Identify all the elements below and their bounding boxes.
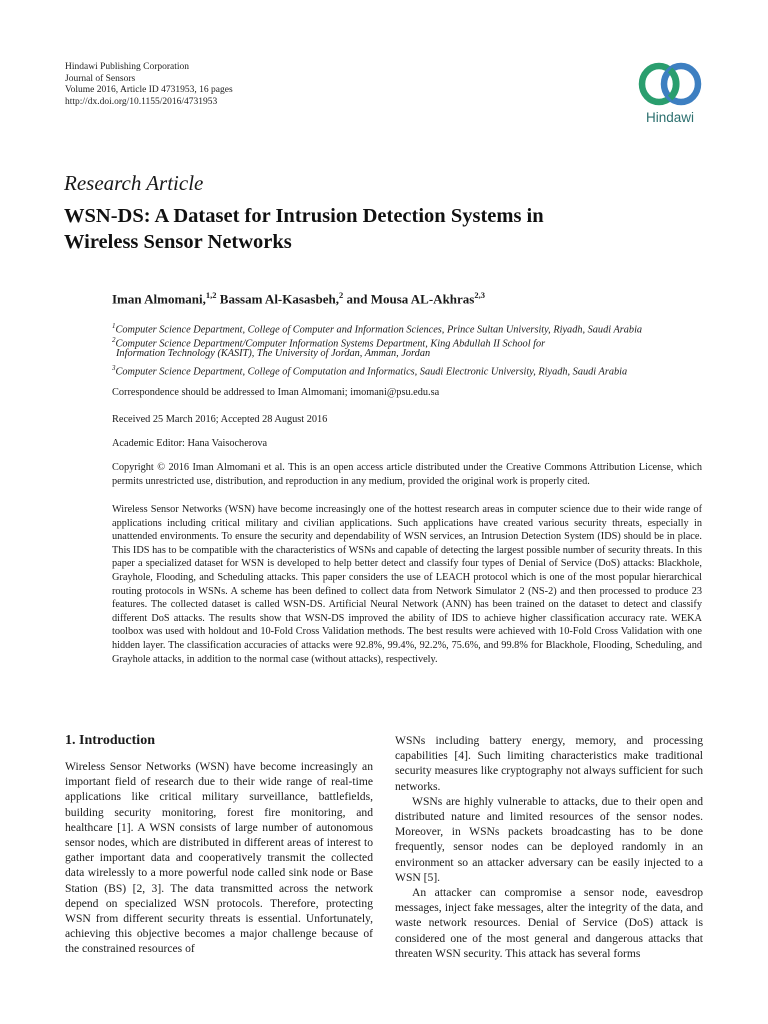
paragraph: Wireless Sensor Networks (WSN) have become increasingly an important field of research due to their wide range of real-time applications like critical military surveillance, battlefields, building security monitoring, forest fire monitoring, and healthcare [1]. A WSN consists of large number of autonomous sensor nodes, which are distributed in different areas of interest to gather important data and cooperatively transmit the collected data wirelessly to a more powerful node called sink node or Base Station (BS) [2, 3]. The data transmitted across the network depend on specialized WSN protocols. Therefore, protecting WSN from different security threats is essential. Unfortunately, achieving this objective becomes a major challenge because of the constrained resources of <box>65 760 373 956</box>
paragraph: An attacker can compromise a sensor node, eavesdrop messages, inject fake messages, alter the integrity of the data, and waste network resources. Denial of Service (DoS) attack is considered one of the most general and dangerous attacks that threaten WSN security. This attack has several forms <box>395 886 703 960</box>
copyright-notice: Copyright © 2016 Iman Almomani et al. This is an open access article distributed under the Creative Commons Attribution License, which permits unrestricted use, distribution, and reproduction in any medium, provided the original work is properly cited. <box>112 462 702 487</box>
author-3-affil: 2,3 <box>474 290 485 300</box>
journal-line: Journal of Sensors <box>65 73 136 84</box>
academic-editor: Academic Editor: Hana Vaisocherova <box>112 438 268 449</box>
publisher-line: Hindawi Publishing Corporation <box>65 62 190 72</box>
body-left-column <box>65 759 373 957</box>
author-1: Iman Almomani, <box>112 291 206 307</box>
doi-link[interactable]: http://dx.doi.org/10.1155/2016/4731953 <box>65 96 218 107</box>
affiliation-3 <box>112 361 627 379</box>
volume-line: Volume 2016, Article ID 4731953, 16 pages <box>65 85 233 96</box>
publication-info <box>65 62 233 108</box>
hindawi-logo-icon <box>632 60 708 110</box>
title-line-1: WSN-DS: A Dataset for Intrusion Detection Systems in <box>64 205 544 227</box>
author-3: and Mousa AL-Akhras <box>343 291 475 307</box>
affiliation-2-marker: 2 <box>112 336 116 344</box>
affiliation-1-marker: 1 <box>112 322 116 330</box>
title-line-2: Wireless Sensor Networks <box>64 231 292 253</box>
body-right-column <box>395 733 703 961</box>
affiliation-1-text: Computer Science Department, College of Computer and Information Sciences, Prince Sultan University, Riyadh, Saudi Arabia <box>115 324 643 336</box>
article-title <box>64 203 704 255</box>
logo-text: Hindawi <box>645 110 695 125</box>
section-heading-introduction: 1. Introduction <box>65 733 155 748</box>
paragraph: WSNs including battery energy, memory, and processing capabilities [4]. Such limiting characteristics make traditional security measures like cryptography not always sufficient for such networks. <box>395 734 703 793</box>
author-2: Bassam Al-Kasasbeh, <box>216 291 339 307</box>
received-dates: Received 25 March 2016; Accepted 28 August 2016 <box>112 414 328 425</box>
author-list <box>112 290 485 307</box>
affiliation-3-text: Computer Science Department, College of Computation and Informatics, Saudi Electronic University, Riyadh, Saudi Arabia <box>115 366 628 378</box>
abstract: Wireless Sensor Networks (WSN) have become increasingly one of the hottest research areas in computer science due to their wide range of applications including critical military and civilian applications. Such applications have created various security threats, especially in unattended environments. To ensure the security and dependability of WSN services, an Intrusion Detection System (IDS) should be in place. This IDS has to be compatible with the characteristics of WSNs and capable of detecting the largest possible number of security threats. In this paper a specialized dataset for WSN is developed to help better detect and classify four types of Denial of Service (DoS) attacks: Blackhole, Grayhole, Flooding, and Scheduling attacks. This paper considers the use of LEACH protocol which is one of the most popular hierarchical routing protocols in WSNs. A scheme has been defined to collect data from Network Simulator 2 (NS-2) and then processed to produce 23 features. The collected dataset is called WSN-DS. Artificial Neural Network (ANN) has been trained on the dataset to detect and classify different DoS attacks. The results show that WSN-DS improved the ability of IDS to achieve higher classification accuracy rate. WEKA toolbox was used with holdout and 10-Fold Cross Validation methods. The best results were achieved with 10-Fold Cross Validation with one hidden layer. The classification accuracies of attacks were 92.8%, 99.4%, 92.2%, 75.6%, and 99.8% for Blackhole, Flooding, Scheduling, and Grayhole attacks, in addition to the normal case (without attacks), respectively. <box>112 504 702 665</box>
affiliation-2-text-1: Computer Science Department/Computer Information Systems Department, King Abdullah II School for <box>115 338 546 350</box>
hindawi-logo <box>632 60 708 138</box>
article-type: Research Article <box>64 171 204 195</box>
affiliation-3-marker: 3 <box>112 364 116 372</box>
affiliation-2-cont: Information Technology (KASIT), The University of Jordan, Amman, Jordan <box>116 348 431 359</box>
author-2-affil: 2 <box>338 290 344 300</box>
correspondence: Correspondence should be addressed to Iman Almomani; imomani@psu.edu.sa <box>112 387 440 398</box>
paragraph: WSNs are highly vulnerable to attacks, due to their open and distributed nature and limited resources of the sensor nodes. Moreover, in WSNs packets broadcasting has to be done frequently, sensor nodes can be deployed randomly in an environment so an attacker adversary can be easily injected to a WSN [5]. <box>395 794 703 884</box>
author-1-affil: 1,2 <box>205 290 217 300</box>
